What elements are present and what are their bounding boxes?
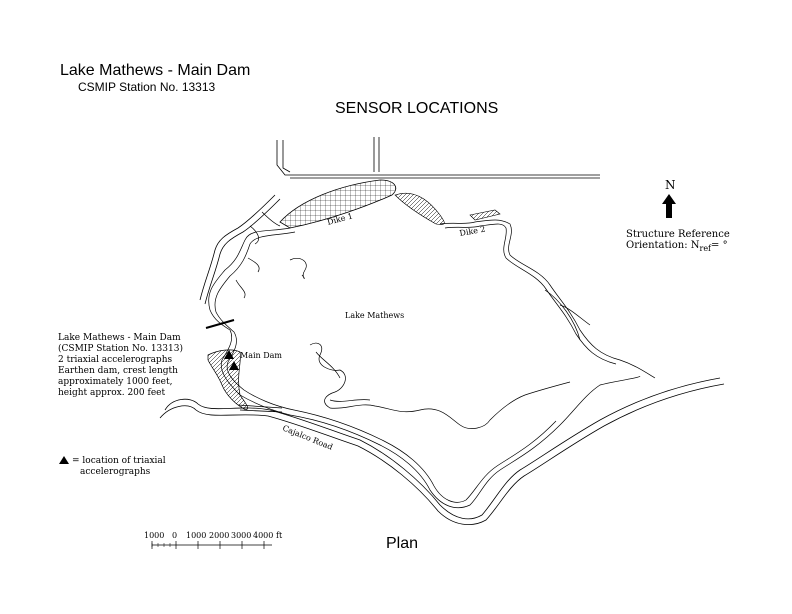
plan-label: Plan xyxy=(386,535,419,552)
scale-tick-label: 3000 xyxy=(231,531,252,540)
description-line: height approx. 200 feet xyxy=(58,388,166,398)
scale-bar xyxy=(144,531,283,549)
legend-triangle-icon xyxy=(59,456,69,464)
dike-2-shoulder xyxy=(470,210,500,220)
station-subtitle: CSMIP Station No. 13313 xyxy=(78,80,216,94)
description-line: Earthen dam, crest length xyxy=(58,366,178,376)
reference-line-1: Structure Reference xyxy=(626,229,730,240)
dike-2-label: Dike 2 xyxy=(458,224,487,238)
description-line: (CSMIP Station No. 13313) xyxy=(58,344,183,354)
page-title: Lake Mathews - Main Dam xyxy=(60,62,251,79)
north-arrow-icon xyxy=(662,194,676,218)
reference-prefix: Orientation: N xyxy=(626,240,700,251)
main-dam-label: Main Dam xyxy=(240,351,282,360)
spillway-line xyxy=(206,320,234,328)
scale-unit: ft xyxy=(276,531,283,540)
lake-label: Lake Mathews xyxy=(345,311,405,320)
dike-2 xyxy=(395,193,444,224)
scale-tick-label: 1000 xyxy=(186,531,207,540)
legend-text: = location of triaxial xyxy=(72,456,166,466)
scale-tick-label: 1000 xyxy=(144,531,165,540)
description-line: 2 triaxial accelerographs xyxy=(58,355,173,365)
reference-line-2 xyxy=(626,240,728,253)
scale-tick-label: 2000 xyxy=(209,531,230,540)
roads xyxy=(277,137,600,178)
reference-sub: ref xyxy=(699,244,712,253)
sensor-locations-heading: SENSOR LOCATIONS xyxy=(335,100,499,117)
description-line: approximately 1000 feet, xyxy=(58,377,173,387)
reference-suffix: = ° xyxy=(711,240,728,251)
scale-tick-label: 4000 xyxy=(253,531,274,540)
dike-1-label: Dike 1 xyxy=(326,211,354,227)
north-letter: N xyxy=(665,178,676,192)
description-line: Lake Mathews - Main Dam xyxy=(58,333,181,343)
legend-text-2: accelerographs xyxy=(80,467,151,477)
road-label: Cajalco Road xyxy=(281,423,335,452)
station-description xyxy=(58,333,183,399)
scale-tick-label: 0 xyxy=(172,531,178,540)
